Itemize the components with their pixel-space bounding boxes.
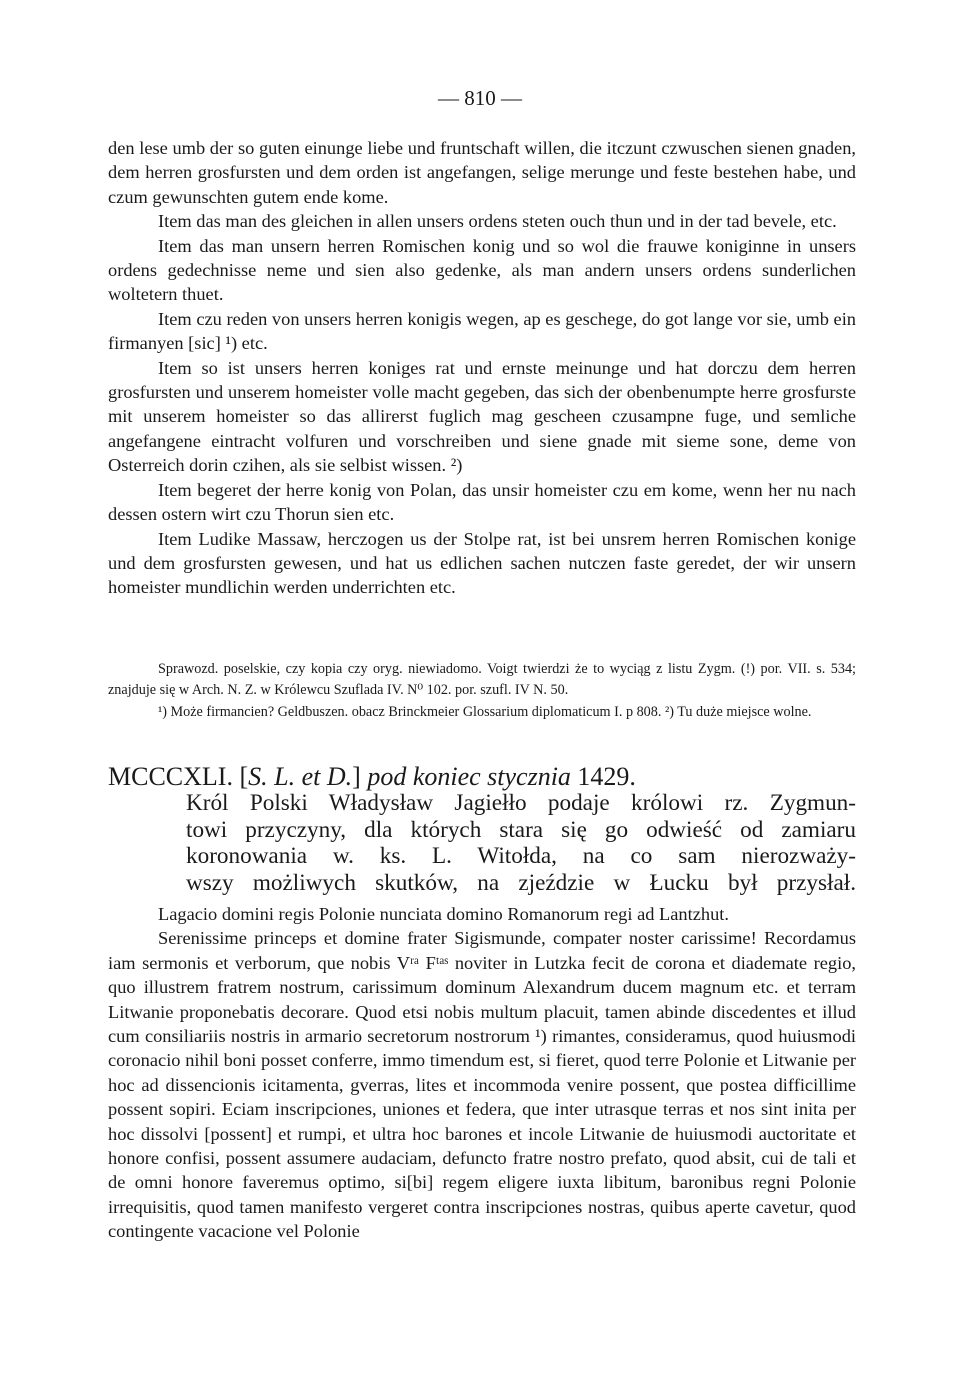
paragraph: den lese umb der so guten einunge liebe und fruntschaft willen, die itczunt czwuschen sienen gnaden, dem herren grosfursten und dem orden ist angefangen, selige merunge und feste bestehen habe, und czum gewunschten gutem ende kome. xyxy=(108,138,856,207)
document-heading xyxy=(108,762,868,792)
letter-address: Lagacio domini regis Polonie nunciata domino Romanorum regi ad Lantzhut. xyxy=(158,904,729,924)
document-summary xyxy=(186,790,856,897)
paragraph: Item das man unsern herren Romischen konig und so wol die frauwe koniginne in unsers ordens gedechnisse neme und sien also gedenke, als man andern unsers ordens sunderlichen woltetern thuet. xyxy=(108,235,856,305)
source-abbrev: S. L. et D. xyxy=(248,762,353,791)
summary-line: wszy możliwych skutków, na zjeździe w Łucku był przysłał. xyxy=(186,870,856,897)
footnotes xyxy=(108,659,856,723)
letter-text xyxy=(108,902,856,1244)
bracket-close: ] xyxy=(352,762,361,791)
page-number: — 810 — xyxy=(438,86,522,110)
paragraph: Item begeret der herre konig von Polan, das unsir homeister czu em kome, wenn her nu nach dessen ostern wirt czu Thorun sien etc. xyxy=(108,479,856,525)
letter-body: Serenissime princeps et domine frater Sigismunde, compater noster carissime! Recordamus iam sermonis et verborum, que nobis Vʳᵃ Fᵗᵃˢ noviter in Lutzka fecit de corona et diademate regio, quo illustrem fratrem nostrum, carissimum dominum Alexandrum ducem magnum etc. et terram Litwanie proponebatis decorare. Quod etsi nobis multum placuit, tamen abinde discedentes et illud cum consiliariis nostris in armario secretorum nostrorum ¹) rimantes, consideramus, quod huiusmodi coronacio nihil boni posset conferre, immo timendum est, si fieret, quod terre Polonie et Litwanie per hoc ad dissencionis icitamenta, gverras, lites et incommoda venire possent, que postea difficillime possent sopiri. Eciam inscripciones, uniones et federa, que inter utrasque terras et nos sint inita per hoc dissolvi [possent] et rumpi, et ultra hoc barones et incole Litwanie de huiusmodi auctoritate et honore confisi, possent assumere audaciam, defuncto fratre nostro prefato, quod absit, cui de tali et de omni honore faveremus optimo, si[bi] regem eligere iuxta libitum, baronibus regni Polonie irrequisitis, quod tamen manifesto vergeret contra inscripciones nostras, quibus aperte cavetur, quod contingente vacacione vel Polonie xyxy=(108,928,856,1242)
paragraph: Item czu reden von unsers herren konigis wegen, ap es geschege, do got lange vor sie, umb ein firmanyen [sic] ¹) etc. xyxy=(108,308,856,354)
document-year: 1429. xyxy=(577,762,636,791)
paragraph: Item das man des gleichen in allen unsers ordens steten ouch thun und in der tad bevele, etc. xyxy=(158,211,837,232)
summary-line: towi przyczyny, dla których stara się go odwieść od zamiaru xyxy=(186,816,856,843)
summary-line: koronowania w. ks. L. Witołda, na co sam nierozważy- xyxy=(186,843,856,870)
footnote: ¹) Może firmancien? Geldbuszen. obacz Brinckmeier Glossarium diplomaticum I. p 808. ²) Tu duże miejsce wolne. xyxy=(158,703,812,720)
footnote: Sprawozd. poselskie, czy kopia czy oryg. niewiadomo. Voigt twierdzi że to wyciąg z listu Zygm. (!) por. VII. s. 534; znajduje się w Arch. N. Z. w Królewcu Szuflada IV. N⁰ 102. por. szufl. IV N. 50. xyxy=(108,661,856,699)
paragraph: Item so ist unsers herren koniges rat und ernste meinunge und hat dorczu dem herren grosfursten und unserem homeister volle macht gegeben, das sich der obenbenumpte herre grosfurste mit unserem homeister so das allirerst fuglich mag gescheen czusampne fuge, und semliche angefangene eintracht volfuren und vorschreiben und siene gnade mit sieme sone, deme von Osterreich dorin czihen, als sie selbist wissen. ²) xyxy=(108,357,856,476)
paragraph: Item Ludike Massaw, herczogen us der Stolpe rat, ist bei unsrem herren Romischen konige und dem grosfursten gewesen, und hat us edlichen sachen nutczen faste geredet, der wir unsern homeister mundlichin werden underrichten etc. xyxy=(108,528,856,598)
summary-line: Król Polski Władysław Jagiełło podaje królowi rz. Zygmun- xyxy=(186,790,856,816)
top-text-block xyxy=(108,136,856,600)
bracket-open: [ xyxy=(239,762,249,791)
document-date: pod koniec stycznia xyxy=(367,762,571,791)
document-number: MCCCXLI. xyxy=(108,762,233,791)
